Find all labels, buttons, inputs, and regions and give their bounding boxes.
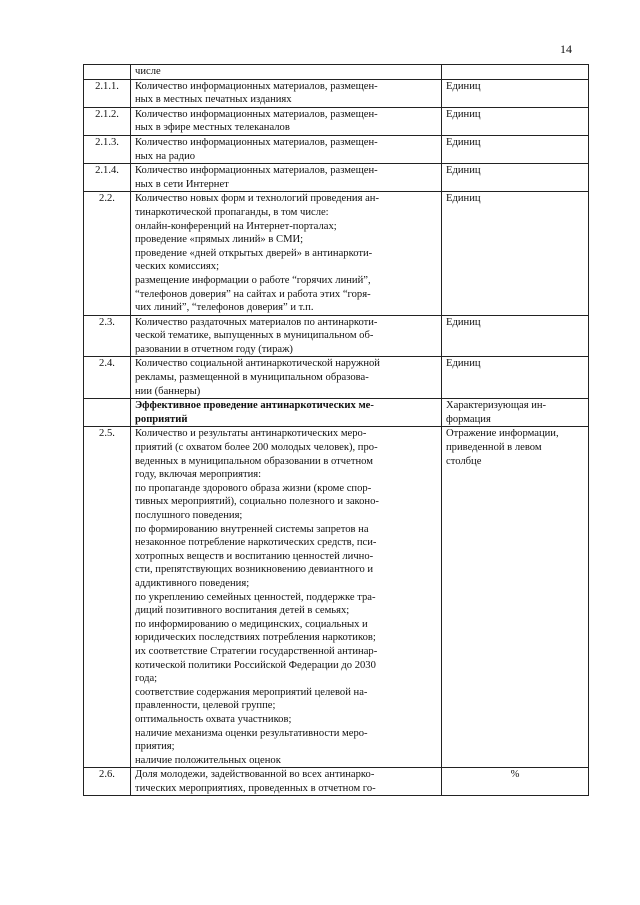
indicator-name-line: ных в эфире местных телеканалов	[135, 122, 290, 134]
unit-of-measure: Единиц	[442, 315, 589, 357]
indicator-name-line: юридических последствиях потребления наркотиков;	[135, 632, 376, 644]
unit-of-measure: Отражение информации, приведенной в левом столбце	[442, 427, 589, 768]
indicator-name	[131, 768, 442, 796]
indicator-name-line: размещение информации о работе “горячих линий”,	[135, 274, 371, 286]
indicator-name-line: роприятий	[135, 413, 188, 425]
indicator-name-line: Количество информационных материалов, размещен-	[135, 80, 378, 92]
unit-of-measure: %	[442, 768, 589, 796]
indicator-name-line: по информированию о медицинских, социальных и	[135, 618, 368, 630]
indicator-name-line: ных в местных печатных изданиях	[135, 94, 292, 106]
unit-of-measure	[442, 65, 589, 80]
unit-of-measure: Единиц	[442, 79, 589, 107]
indicator-name-line: приятия;	[135, 741, 175, 753]
indicator-name-line: тивных мероприятий), социально полезного и законо-	[135, 496, 379, 508]
indicator-name-line: ческих комиссиях;	[135, 261, 220, 273]
row-number: 2.2.	[84, 192, 131, 315]
indicator-name-line: хотропных веществ и воспитанию ценностей лично-	[135, 550, 374, 562]
unit-of-measure: Единиц	[442, 164, 589, 192]
indicator-name-line: числе	[135, 66, 161, 77]
table-row	[84, 192, 589, 315]
indicator-name	[131, 315, 442, 357]
indicator-name-line: котической политики Российской Федерации до 2030	[135, 659, 376, 671]
indicators-table	[83, 64, 589, 796]
indicator-name-line: нии (баннеры)	[135, 385, 201, 397]
indicator-name-line: проведение «дней открытых дверей» в антинаркоти-	[135, 247, 373, 259]
indicator-name-line: “телефонов доверия” на сайтах и работа этих “горя-	[135, 288, 371, 300]
indicator-name	[131, 79, 442, 107]
table-row	[84, 768, 589, 796]
indicator-name-line: по укреплению семейных ценностей, поддержке тра-	[135, 591, 376, 603]
table-row	[84, 107, 589, 135]
indicator-name-line: ных на радио	[135, 150, 196, 162]
indicator-name-line: проведение «прямых линий» в СМИ;	[135, 234, 304, 246]
unit-of-measure: Единиц	[442, 107, 589, 135]
indicators-table-body	[84, 65, 589, 796]
indicator-name-line: рекламы, размещенной в муниципальном образова-	[135, 372, 369, 384]
indicator-name-line: Количество информационных материалов, размещен-	[135, 108, 378, 120]
indicator-name	[131, 65, 442, 80]
indicator-name-line: соответствие содержания мероприятий целевой на-	[135, 686, 368, 698]
indicator-name-line: Количество новых форм и технологий проведения ан-	[135, 193, 379, 205]
indicator-name-line: по пропаганде здорового образа жизни (кроме спор-	[135, 482, 372, 494]
unit-of-measure: Характеризующая ин- формация	[442, 399, 589, 427]
indicator-name-line: тических мероприятиях, проведенных в отчетном го-	[135, 782, 376, 794]
indicator-name-line: ческой тематике, выпущенных в муниципальном об-	[135, 330, 374, 342]
row-number	[84, 399, 131, 427]
indicator-name	[131, 399, 442, 427]
indicator-name-line: послушного поведения;	[135, 510, 243, 521]
indicator-name-line: Количество информационных материалов, размещен-	[135, 165, 378, 177]
row-number	[84, 65, 131, 80]
indicator-name	[131, 135, 442, 163]
indicator-name-line: Количество и результаты антинаркотических меро-	[135, 428, 367, 440]
row-number: 2.1.2.	[84, 107, 131, 135]
indicator-name-line: наличие положительных оценок	[135, 754, 281, 766]
indicator-name-line: Доля молодежи, задействованной во всех антинарко-	[135, 769, 375, 781]
indicator-name-line: приятий (с охватом более 200 молодых человек), про-	[135, 442, 378, 454]
table-row	[84, 79, 589, 107]
indicator-name	[131, 427, 442, 768]
indicator-name-line: Количество социальной антинаркотической наружной	[135, 358, 380, 370]
table-row	[84, 164, 589, 192]
indicator-name-line: чих линий”, “телефонов доверия” и т.п.	[135, 302, 314, 314]
table-row	[84, 399, 589, 427]
indicator-name	[131, 192, 442, 315]
indicator-name-line: правленности, целевой группе;	[135, 700, 276, 712]
row-number: 2.3.	[84, 315, 131, 357]
indicator-name-line: аддиктивного поведения;	[135, 577, 250, 589]
table-row	[84, 357, 589, 399]
table-row	[84, 427, 589, 768]
unit-of-measure: Единиц	[442, 192, 589, 315]
indicator-name-line: ных в сети Интернет	[135, 178, 229, 190]
indicator-name-line: Количество информационных материалов, размещен-	[135, 136, 378, 148]
indicator-name-line: Эффективное проведение антинаркотических ме-	[135, 400, 374, 412]
unit-of-measure: Единиц	[442, 357, 589, 399]
indicator-name-line: онлайн-конференций на Интернет-порталах;	[135, 220, 337, 232]
indicator-name-line: наличие механизма оценки результативности меро-	[135, 727, 368, 739]
indicator-name-line: году, включая мероприятия:	[135, 469, 262, 481]
indicator-name-line: оптимальность охвата участников;	[135, 713, 292, 725]
row-number: 2.5.	[84, 427, 131, 768]
indicator-name-line: по формированию внутренней системы запретов на	[135, 523, 369, 535]
indicator-name-line: Количество раздаточных материалов по антинаркоти-	[135, 316, 378, 328]
indicator-name-line: диций позитивного воспитания детей в семьях;	[135, 605, 350, 617]
indicator-name	[131, 164, 442, 192]
row-number: 2.4.	[84, 357, 131, 399]
table-row	[84, 135, 589, 163]
table-row	[84, 65, 589, 80]
unit-of-measure: Единиц	[442, 135, 589, 163]
row-number: 2.1.3.	[84, 135, 131, 163]
indicator-name	[131, 107, 442, 135]
indicator-name-line: незаконное потребление наркотических средств, пси-	[135, 537, 377, 549]
indicator-name-line: веденных в муниципальном образовании в отчетном	[135, 455, 373, 467]
indicator-name-line: тинаркотической пропаганды, в том числе:	[135, 206, 329, 218]
row-number: 2.6.	[84, 768, 131, 796]
page-number: 14	[560, 42, 572, 56]
indicator-name-line: разовании в отчетном году (тираж)	[135, 343, 293, 355]
indicator-name-line: их соответствие Стратегии государственной антинар-	[135, 645, 378, 657]
row-number: 2.1.4.	[84, 164, 131, 192]
row-number: 2.1.1.	[84, 79, 131, 107]
indicator-name-line: сти, препятствующих возникновению девиантного и	[135, 564, 374, 576]
indicator-name-line: года;	[135, 673, 158, 685]
table-row	[84, 315, 589, 357]
indicator-name	[131, 357, 442, 399]
